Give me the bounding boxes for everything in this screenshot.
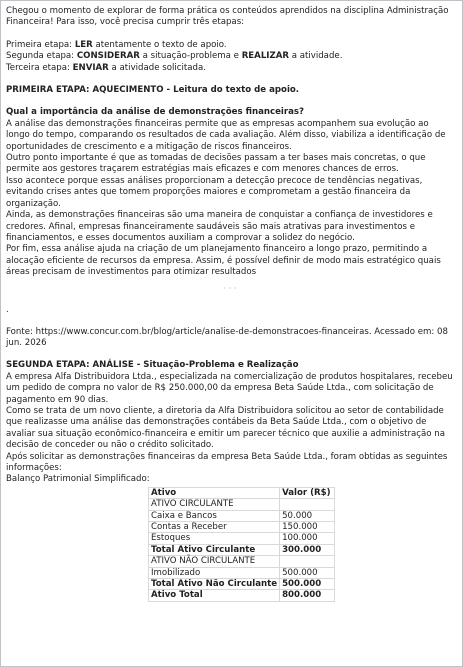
table-row (149, 522, 335, 533)
warmup-heading: PRIMEIRA ETAPA: AQUECIMENTO - Leitura do texto de apoio. (6, 85, 300, 96)
stray-dot: . (6, 304, 9, 315)
table-cell-label: Total Ativo Circulante (149, 544, 280, 555)
stage-1: Primeira etapa: LER atentamente o texto de apoio. (6, 39, 227, 50)
table-cell-value: 300.000 (280, 544, 335, 555)
table-cell-label: ATIVO CIRCULANTE (149, 499, 280, 510)
intro-text: Chegou o momento de explorar de forma prática os conteúdos aprendidos na disciplina Administração Financeira! Para isso, você precisa cumprir três etapas: (6, 6, 449, 28)
table-cell-value: 500.000 (280, 567, 335, 578)
table-cell-value: 800.000 (280, 590, 335, 601)
table-row (149, 533, 335, 544)
table-row (149, 544, 335, 555)
warmup-paragraph: Ainda, as demonstrações financeiras são uma maneira de conquistar a confiança de investidores e credores. Afinal, empresas financeiramente saudáveis são mais atrativas para investimentos e financiamentos, e esses documentos auxiliam a comprovar a solidez do negócio. (6, 210, 433, 243)
balance-sheet-table (148, 487, 335, 602)
table-cell-label: Ativo Total (149, 590, 280, 601)
table-header-cell: Valor (R$) (280, 487, 335, 498)
table-row (149, 590, 335, 601)
analysis-heading: SEGUNDA ETAPA: ANÁLISE - Situação-Problema e Realização (6, 360, 299, 371)
warmup-question: Qual a importância da análise de demonstrações financeiras? (6, 107, 305, 118)
table-cell-value: 100.000 (280, 533, 335, 544)
table-cell-label: Estoques (149, 533, 280, 544)
stage-2: Segunda etapa: CONSIDERAR a situação-problema e REALIZAR a atividade. (6, 51, 343, 62)
table-cell-value: 500.000 (280, 579, 335, 590)
analysis-paragraph: A empresa Alfa Distribuidora Ltda., especializada na comercialização de produtos hospitalares, recebeu um pedido de compra no valor de R$ 250.000,00 da empresa Beta Saúde Ltda., com solicitação de pagamento em 90 dias. (6, 371, 453, 405)
warmup-paragraph: Por fim, essa análise ajuda na criação de um planejamento financeiro a longo prazo, permitindo a alocação eficiente de recursos da empresa. Assim, é possível definir de modo mais estratégico quais áreas precisam de investimentos para otimizar resultados (6, 244, 441, 278)
stage-3: Terceira etapa: ENVIAR a atividade solicitada. (6, 62, 206, 73)
warmup-paragraph: Isso acontece porque essas análises proporcionam a detecção precoce de tendências negativas, evitando crises antes que tomem proporções maiores e comprometam a gestão financeira da organização. (6, 175, 423, 209)
warmup-paragraph: Outro ponto importante é que as tomadas de decisões passam a ter bases mais concretas, o que permite aos gestores traçarem estratégias mais eficazes e com menores chances de erros. (6, 153, 426, 175)
table-header-cell: Ativo (149, 487, 280, 498)
table-cell-label: Caixa e Bancos (149, 510, 280, 521)
table-cell-label: Contas a Receber (149, 522, 280, 533)
table-cell-value (280, 499, 335, 510)
analysis-paragraph: Como se trata de um novo cliente, a diretoria da Alfa Distribuidora solicitou ao setor de contabilidade que realizasse uma análise das demonstrações contábeis da Beta Saúde Ltda., com o objetivo de avaliar sua situação econômico-financeira e emitir um parecer técnico que auxilie a administração na decisão de conceder ou não o crédito solicitado. (6, 405, 446, 451)
table-row (149, 579, 335, 590)
analysis-paragraph: Após solicitar as demonstrações financeiras da empresa Beta Saúde Ltda., foram obtidas as seguintes informações: (6, 451, 448, 473)
document-body (6, 6, 454, 602)
table-row (149, 567, 335, 578)
table-header-row (149, 487, 335, 498)
table-row (149, 499, 335, 510)
more-ellipsis[interactable]: · · · (223, 283, 237, 293)
warmup-paragraph: A análise das demonstrações financeiras permite que as empresas acompanhem sua evolução ao longo do tempo, comparando os resultados de cada avaliação. Além disso, viabiliza a identificação de oportunidades de crescimento e a mitigação de riscos financeiros. (6, 118, 446, 152)
table-row (149, 556, 335, 567)
source-citation: Fonte: https://www.concur.com.br/blog/article/analise-de-demonstracoes-financeiras. Acessado em: 08 jun. 2026 (6, 326, 448, 348)
table-cell-label: Imobilizado (149, 567, 280, 578)
table-cell-value: 50.000 (280, 510, 335, 521)
table-cell-label: Total Ativo Não Circulante (149, 579, 280, 590)
table-row (149, 510, 335, 521)
analysis-paragraph: Balanço Patrimonial Simplificado: (6, 474, 150, 485)
table-cell-value (280, 556, 335, 567)
table-cell-value: 150.000 (280, 522, 335, 533)
table-cell-label: ATIVO NÃO CIRCULANTE (149, 556, 280, 567)
